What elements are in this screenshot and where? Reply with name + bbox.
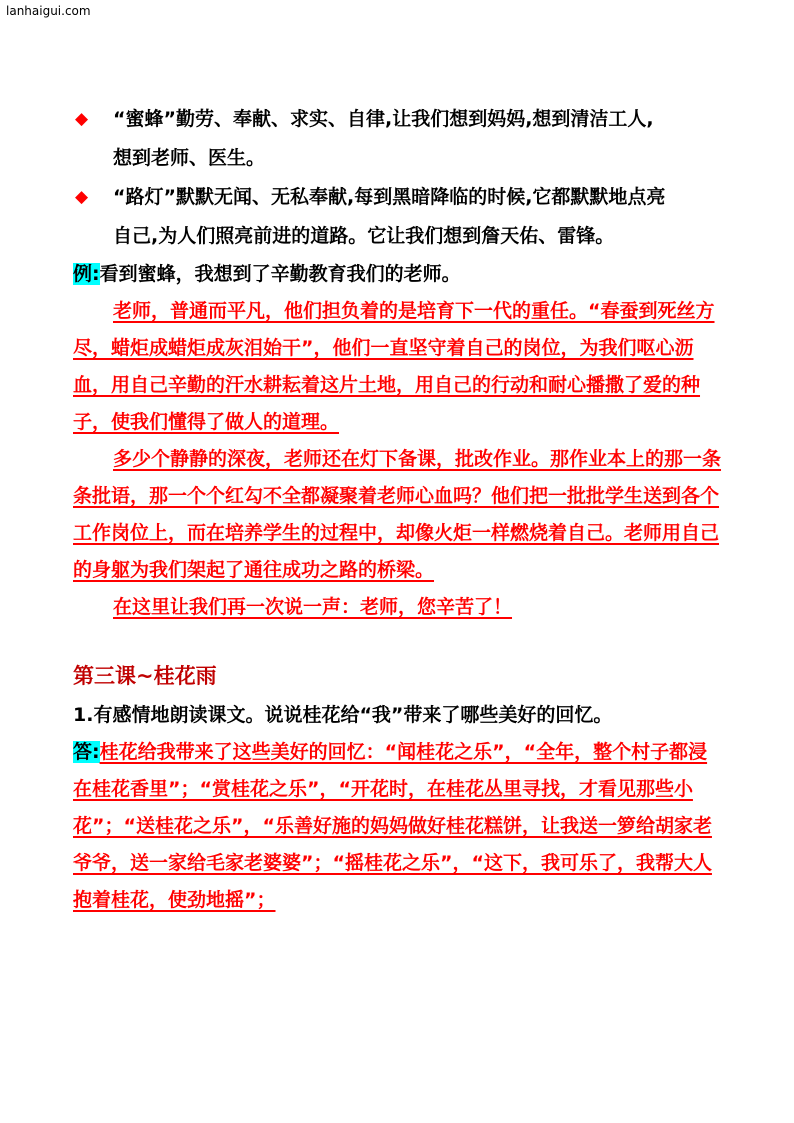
essay-paragraph-1: 老师，普通而平凡，他们担负着的是培育下一代的重任。“春蚕到死丝方尽，蜡炬成蜡炬成灰泪始干”，他们一直坚守着自己的岗位，为我们呕心沥血，用自己辛勤的汗水耕耘着这片土地，用自己的行动和耐心播撒了爱的种子，使我们懂得了做人的道理。	[73, 300, 715, 433]
document-body	[73, 100, 723, 919]
bullet-text-line1: “蜜蜂”勤劳、奉献、求实、自律,让我们想到妈妈,想到清洁工人,	[113, 108, 654, 130]
lesson-title: 第三课~桂花雨	[73, 664, 217, 688]
bullet-text-line1: “路灯”默默无闻、无私奉献,每到黑暗降临的时候,它都默默地点亮	[113, 186, 666, 208]
bullet-item-bee	[73, 100, 723, 178]
diamond-bullet-icon: ◆	[75, 109, 89, 129]
bullet-text-line2: 想到老师、医生。	[113, 147, 266, 169]
bullet-text-line2: 自己,为人们照亮前进的道路。它让我们想到詹天佑、雷锋。	[113, 225, 615, 247]
question-text: 1.有感情地朗读课文。说说桂花给“我”带来了哪些美好的回忆。	[73, 704, 613, 726]
site-watermark: lanhaigui.com	[6, 4, 91, 18]
essay-paragraph-2: 多少个静静的深夜，老师还在灯下备课，批改作业。那作业本上的那一条条批语，那一个个红勾不全都凝聚着老师心血吗？他们把一批批学生送到各个工作岗位上，而在培养学生的过程中，却像火炬一样燃烧着自己。老师用自己的身躯为我们架起了通往成功之路的桥梁。	[73, 448, 722, 581]
essay-paragraph-3: 在这里让我们再一次说一声：老师，您辛苦了！	[113, 596, 513, 618]
answer-block	[73, 734, 723, 919]
example-label: 例:	[73, 263, 100, 285]
bullet-item-streetlight	[73, 178, 723, 256]
diamond-bullet-icon: ◆	[75, 187, 89, 207]
example-line	[73, 256, 723, 293]
answer-text: 桂花给我带来了这些美好的回忆：“闻桂花之乐”，“全年，整个村子都浸在桂花香里”；“赏桂花之乐”，“开花时，在桂花丛里寻找，才看见那些小花”；“送桂花之乐”，“乐善好施的妈妈做好桂花糕饼，让我送一箩给胡家老爷爷，送一家给毛家老婆婆”；“摇桂花之乐”，“这下，我可乐了，我帮大人抱着桂花，使劲地摇”；	[73, 741, 712, 911]
answer-label: 答:	[73, 741, 100, 763]
example-text: 看到蜜蜂，我想到了辛勤教育我们的老师。	[99, 263, 461, 285]
